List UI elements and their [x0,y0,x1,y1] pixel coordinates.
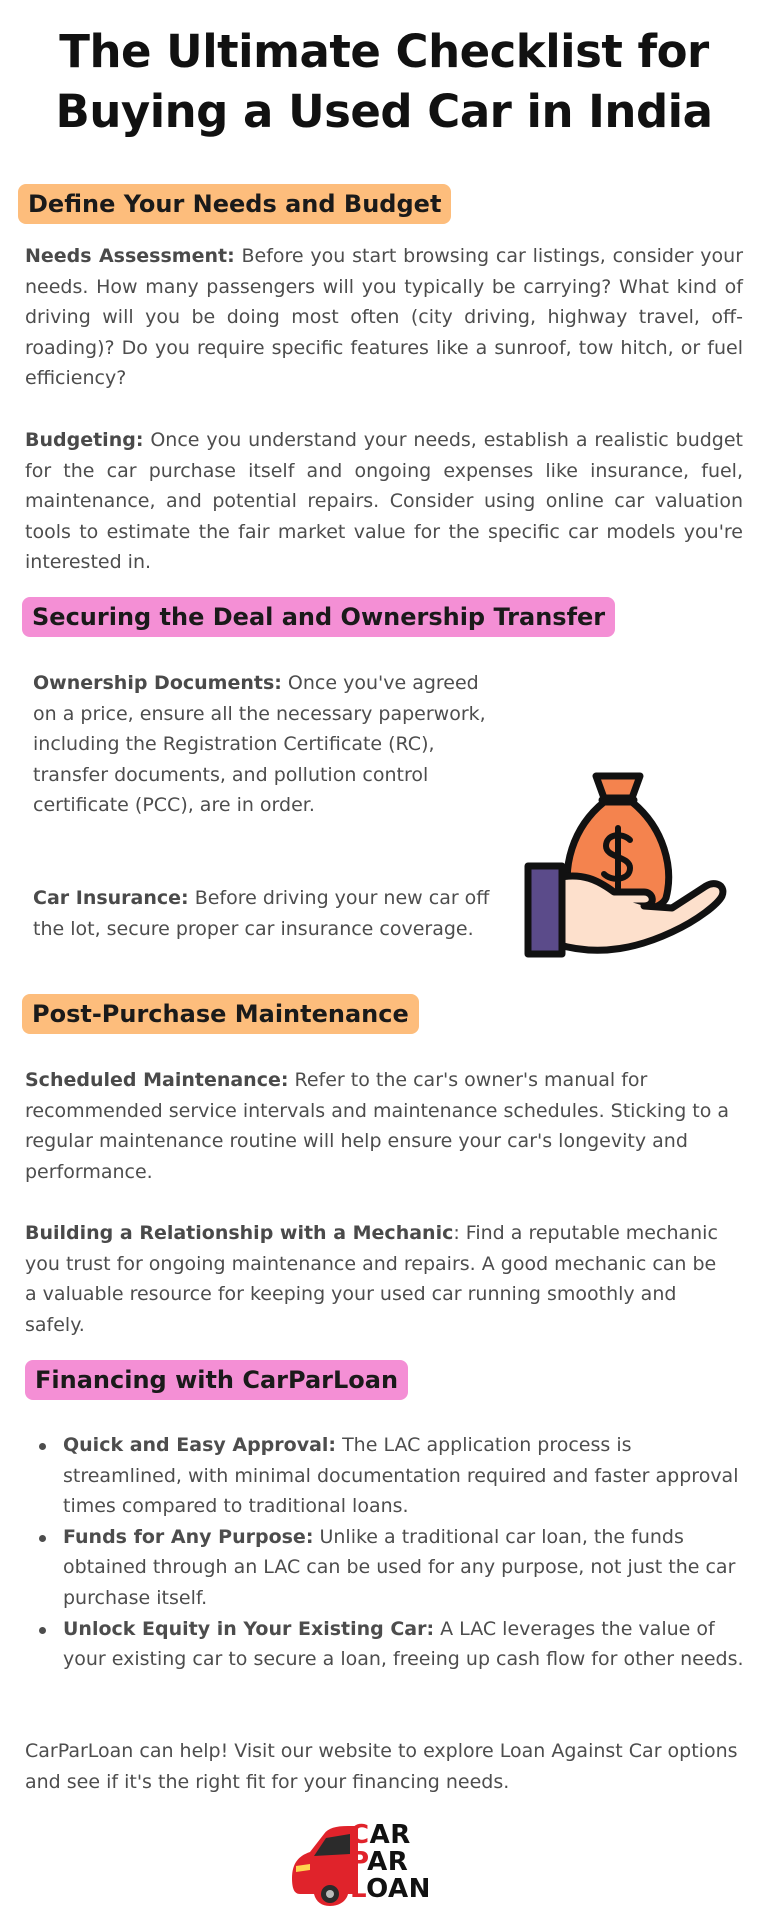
bullet-dot [39,1443,46,1450]
bullet-dot [39,1535,46,1542]
needs-assessment-text: Before you start browsing car listings, consider your needs. How many passengers will you typically be carrying? What kind of driving will you be doing most often (city driving, highway travel, off-roading)? Do you require specific features like a sunroof, tow hitch, or fuel efficiency? [25,245,743,390]
bullet-text: The LAC application process is streamlined, with minimal documentation required and faster approval times compared to traditional loans. [63,1434,739,1518]
ownership-documents-text: Once you've agreed on a price, ensure all the necessary paperwork, including the Registration Certificate (RC), transfer documents, and pollution control certificate (PCC), are in order. [33,672,486,817]
list-item [25,1522,750,1614]
ownership-documents-paragraph [33,668,503,821]
section-heading-maintenance: Post-Purchase Maintenance [22,994,419,1034]
list-item [25,1614,750,1675]
needs-assessment-label: Needs Assessment: [25,245,235,267]
title-line-1: The Ultimate Checklist for [59,25,709,78]
scheduled-maintenance-text: Refer to the car's owner's manual for recommended service intervals and maintenance schedules. Sticking to a regular maintenance routine will help ensure your car's longevity and performance. [25,1069,730,1183]
ownership-documents-label: Ownership Documents: [33,672,282,694]
closing-paragraph: CarParLoan can help! Visit our website to explore Loan Against Car options and see if it's the right fit for your financing needs. [25,1740,738,1793]
bullet-label: Quick and Easy Approval: [63,1434,337,1456]
title-line-2: Buying a Used Car in India [55,85,713,138]
money-bag-hand-icon [522,768,732,960]
budgeting-paragraph [25,425,743,578]
logo-line-par: PAR [350,1847,409,1877]
section-heading-deal: Securing the Deal and Ownership Transfer [22,597,615,637]
bullet-label: Unlock Equity in Your Existing Car: [63,1617,435,1640]
bullet-label: Funds for Any Purpose: [63,1525,314,1548]
list-item [25,1430,750,1522]
car-insurance-paragraph [33,883,493,944]
car-insurance-text: Before driving your new car off the lot, secure proper car insurance coverage. [33,887,490,940]
bullet-text: A LAC leverages the value of your existing car to secure a loan, freeing up cash flow for other needs. [63,1617,744,1671]
budgeting-text: Once you understand your needs, establish a realistic budget for the car purchase itself and ongoing expenses like insurance, fuel, maintenance, and potential repairs. Consider using online car valuation tools to estimate the fair market value for the specific car models you're interested in. [25,429,743,574]
page-title [0,22,768,142]
mechanic-relationship-label: Building a Relationship with a Mechanic [25,1222,454,1244]
bullet-text: Unlike a traditional car loan, the funds obtained through an LAC can be used for any purpose, not just the car purchase itself. [63,1525,736,1609]
financing-benefits-list [25,1430,750,1675]
mechanic-relationship-text: : Find a reputable mechanic you trust for ongoing maintenance and repairs. A good mechanic can be a valuable resource for keeping your used car running smoothly and safely. [25,1222,718,1336]
carparloan-logo-wordmark [350,1822,431,1903]
bullet-dot [39,1627,46,1634]
section-heading-needs: Define Your Needs and Budget [18,184,451,224]
scheduled-maintenance-paragraph [25,1065,750,1187]
needs-assessment-paragraph [25,241,743,394]
car-insurance-label: Car Insurance: [33,887,189,909]
logo-line-car: CAR [350,1820,411,1850]
mechanic-relationship-paragraph [25,1218,730,1340]
section-heading-financing: Financing with CarParLoan [25,1360,408,1400]
logo-line-loan: LOAN [350,1874,431,1904]
scheduled-maintenance-label: Scheduled Maintenance: [25,1069,289,1091]
budgeting-label: Budgeting: [25,429,144,451]
